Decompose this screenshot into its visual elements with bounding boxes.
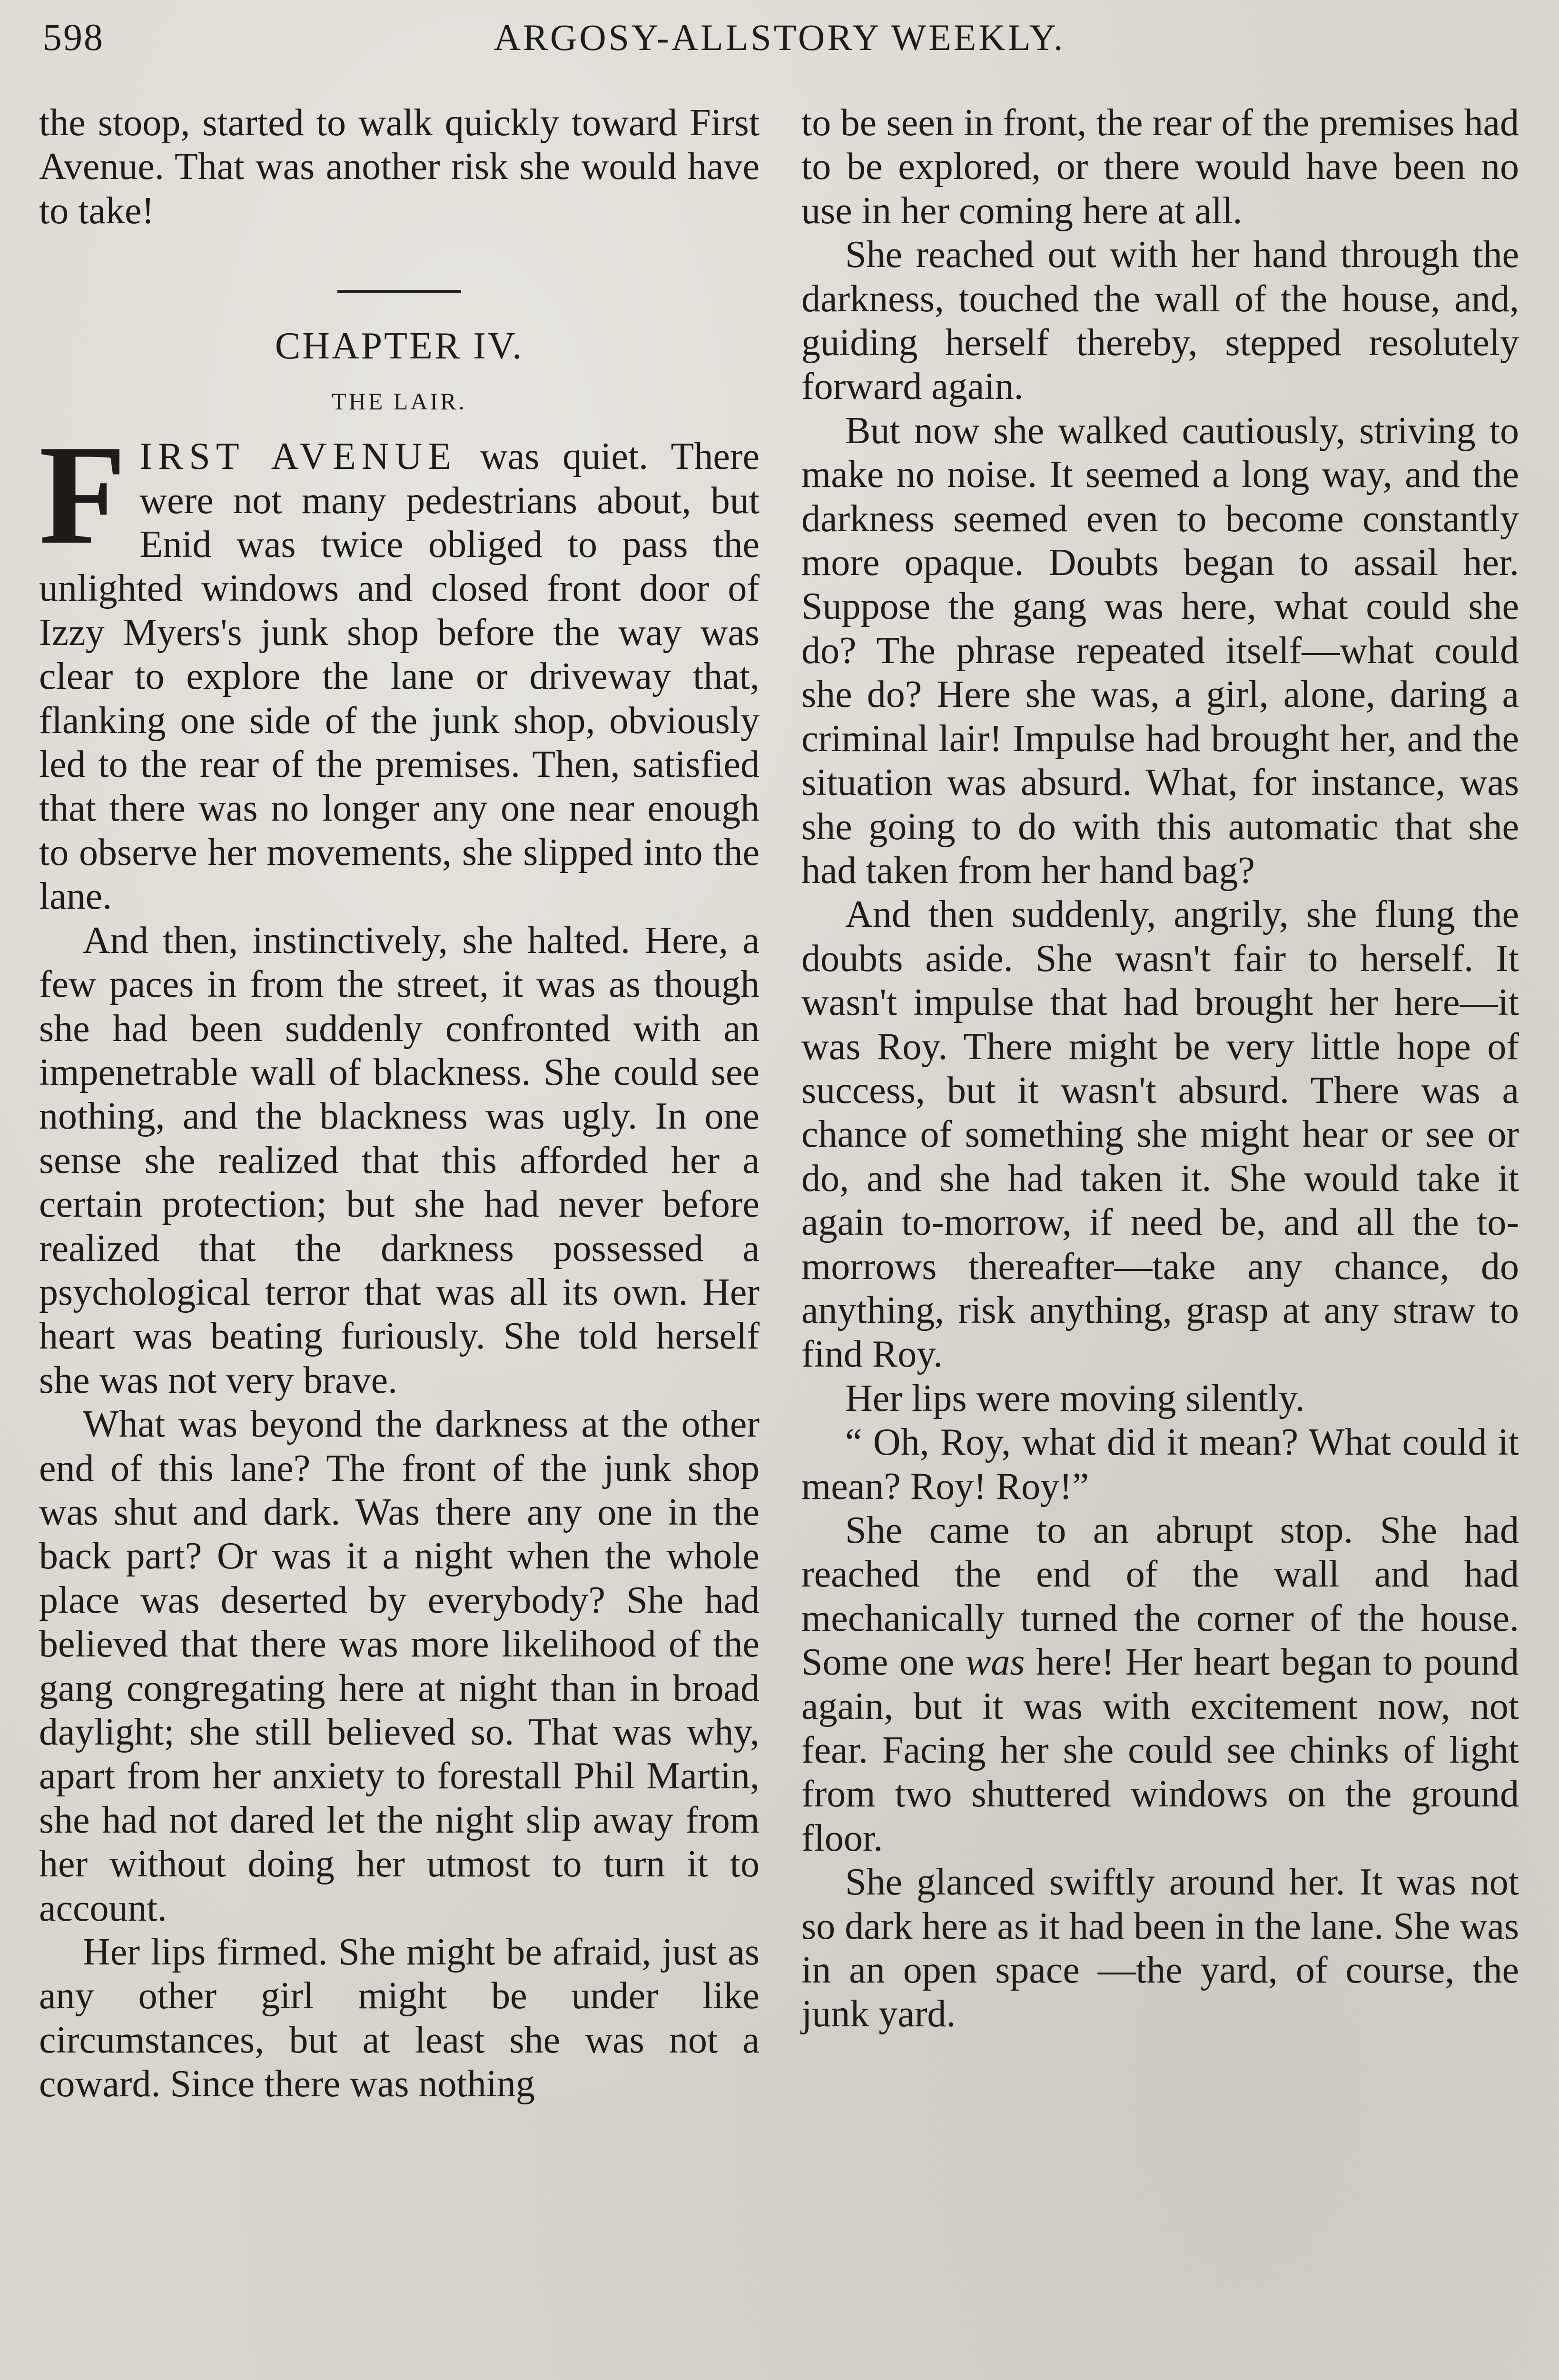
paragraph: “ Oh, Roy, what did it mean? What could it mean? Roy! Roy!” [801, 1421, 1519, 1507]
emphasis: was [965, 1641, 1025, 1684]
paragraph [801, 1508, 1519, 1860]
paragraph: What was beyond the darkness at the other end of this lane? The front of the junk shop was shut and dark. Was there any one in the back part? Or was it a night when the whole place was deserted by everybody? She had believed that there was more likelihood of the gang congregating here at night than in broad daylight; she still believed so. That was why, apart from her anxiety to forestall Phil Martin, she had not dared let the night slip away from her without doing her utmost to turn it to account. [39, 1403, 760, 1929]
running-head [43, 16, 1516, 69]
chapter-heading: CHAPTER IV. [275, 325, 524, 367]
left-column [39, 101, 760, 2106]
paragraph: Her lips firmed. She might be afraid, just as any other girl might be under like circumstances, but at least she was not a coward. Since there was nothing [39, 1931, 760, 2105]
lead-in: IRST AVENUE [139, 436, 457, 478]
right-column [801, 101, 1519, 2036]
paragraph: Her lips were moving silently. [845, 1377, 1305, 1419]
paragraph-text: She came to an abrupt stop. She had reached the end of the wall and had mechanically turned the corner of the house. Some one [801, 1509, 1519, 1684]
paragraph: But now she walked cautiously, striving to make no noise. It seemed a long way, and the darkness seemed even to become constantly more opaque. Doubts began to assail her. Suppose the gang was here, what could she do? The phrase repeated itself—what could she do? Here she was, a girl, alone, daring a criminal lair! Impulse had brought her, and the situation was absurd. What, for instance, was she going to do with this automatic that she had taken from her hand bag? [801, 409, 1519, 892]
section-divider [337, 290, 461, 293]
paragraph-text: here! Her heart began to pound again, but it was with excitement now, not fear. Facing her she could see chinks of light from two shuttered windows on the ground floor. [801, 1641, 1520, 1859]
page-number: 598 [43, 17, 104, 59]
drop-cap: F [39, 416, 127, 574]
paragraph: And then, instinctively, she halted. Here, a few paces in from the street, it was as though she had been suddenly confronted with an impenetrable wall of blackness. She could see nothing, and the blackness was ugly. In one sense she realized that this afforded her a certain protection; but she had never before realized that the darkness possessed a psychological terror that was all its own. Her heart was beating furiously. She told herself she was not very brave. [39, 919, 760, 1401]
paragraph: to be seen in front, the rear of the premises had to be explored, or there would have been no use in her coming here at all. [801, 102, 1519, 232]
paragraph: And then suddenly, angrily, she flung the doubts aside. She wasn't fair to herself. It wasn't impulse that had brought her here—it was Roy. There might be very little hope of success, but it wasn't absurd. There was a chance of something she might hear or see or do, and she had taken it. She would take it again to-morrow, if need be, and all the to-morrows thereafter—take any chance, do anything, risk anything, grasp at any straw to find Roy. [801, 893, 1519, 1376]
paragraph: She glanced swiftly around her. It was not so dark here as it had been in the lane. She was in an open space —the yard, of course, the junk yard. [801, 1861, 1519, 2035]
chapter-title: THE LAIR. [332, 388, 467, 415]
paragraph-text: was quiet. There were not many pedestrians about, but Enid was twice obliged to pass the unlighted windows and closed front door of Izzy Myers's junk shop before the way was clear to explore the lane or driveway that, flanking one side of the junk shop, obviously led to the rear of the premises. Then, satisfied that there was no longer any one near enough to observe her movements, she slipped into the lane. [39, 436, 760, 918]
opening-paragraph [39, 416, 760, 918]
paragraph: the stoop, started to walk quickly toward First Avenue. That was another risk she would have to take! [39, 102, 760, 232]
running-title: ARGOSY-ALLSTORY WEEKLY. [493, 17, 1066, 58]
paragraph: She reached out with her hand through the darkness, touched the wall of the house, and, guiding herself thereby, stepped resolutely forward again. [801, 234, 1519, 408]
